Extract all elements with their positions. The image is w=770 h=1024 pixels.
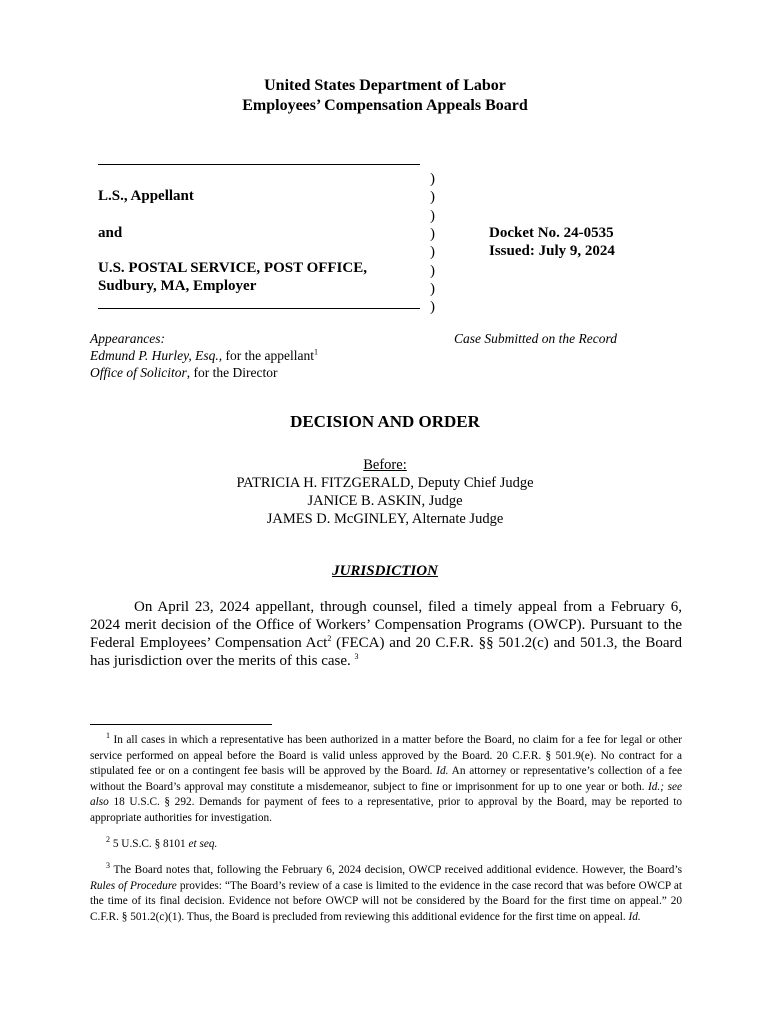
footnote-ref-1: 1 (313, 347, 318, 357)
appearances-heading: Appearances: (90, 331, 165, 346)
judge-3: JAMES D. McGINLEY, Alternate Judge (266, 511, 504, 527)
footnote-3-number: 3 (106, 861, 110, 871)
solicitor-line (90, 364, 277, 382)
issued-date: Issued: July 9, 2024 (489, 243, 615, 259)
jurisdiction-heading: JURISDICTION (332, 563, 438, 579)
footnote-1-id: Id. (436, 765, 449, 777)
caption-paren: ) (430, 244, 435, 261)
caption-paren: ) (430, 189, 435, 206)
decision-title: DECISION AND ORDER (290, 412, 480, 431)
footnote-3 (90, 863, 682, 925)
jurisdiction-text-a: On April 23, 2024 appellant, through counsel, filed a timely appeal from a February 6, 2024 merit decision of the Office of Workers’ Compensation Programs (OWCP). Pursuant to the Federal Employees’ Compensation Act (90, 599, 682, 651)
agency-title: United States Department of Labor (264, 77, 506, 94)
footnote-1-text: In all cases in which a representative has been authorized in a matter before the Board, no claim for a fee for legal or other service performed on appeal before the Board is valid unless approved by the Board. 20 C.F.R. § 501.9(e). No contract for a stipulated fee or on a contingent fee basis will be approved by the Board. (90, 734, 682, 777)
before-label: Before: (363, 457, 407, 473)
footnote-3-text-a: The Board notes that, following the February 6, 2024 decision, OWCP received additional evidence. However, the Board’s (113, 864, 682, 876)
caption-bottom-rule (98, 308, 420, 309)
footnote-3-id: Id. (628, 910, 641, 923)
appellant-counsel (90, 347, 318, 365)
caption-paren: ) (430, 225, 435, 242)
judge-2: JANICE B. ASKIN, Judge (307, 493, 463, 509)
footnote-2 (90, 837, 682, 853)
docket-number: Docket No. 24-0535 (489, 225, 614, 241)
jurisdiction-paragraph (90, 598, 682, 670)
footnote-3-rules: Rules of Procedure (90, 879, 177, 892)
footnote-ref-3: 3 (354, 652, 359, 661)
footnote-1-id2: Id.; see also (90, 780, 682, 808)
caption-and: and (98, 225, 123, 241)
appellant-counsel-role: for the appellant (222, 348, 314, 363)
footnote-1 (90, 733, 682, 826)
board-title: Employees’ Compensation Appeals Board (242, 97, 528, 114)
caption-paren: ) (430, 262, 435, 279)
before-block (0, 456, 770, 528)
solicitor-role: , for the Director (186, 365, 278, 380)
appellant-name: L.S., Appellant (98, 188, 194, 204)
footnote-3-text-b: provides: “The Board’s review of a case is limited to the evidence in the case record that was before OWCP at the time of its final decision. Evidence not before OWCP will not be considered by the Board for the first time on appeal.” 20 C.F.R. § 501.2(c)(1). Thus, the Board is precluded from reviewing this additional evidence for the first time on appeal. (90, 879, 682, 923)
footnote-1-text2: An attorney or representative’s collection of a fee without the Board’s approval may constitute a misdemeanor, subject to fine or imprisonment for up to one year or both. (90, 765, 682, 793)
caption-paren: ) (430, 299, 435, 316)
employer-line-1: U.S. POSTAL SERVICE, POST OFFICE, (98, 260, 367, 276)
footnote-separator (90, 724, 272, 725)
jurisdiction-text-b: (FECA) and 20 C.F.R. §§ 501.2(c) and 501.3, the Board has jurisdiction over the merits of this case. (90, 635, 682, 669)
caption-paren: ) (430, 207, 435, 224)
solicitor-name: Office of Solicitor (90, 365, 187, 380)
footnote-2-text: 5 U.S.C. § 8101 (112, 838, 186, 850)
footnote-2-et-seq: et seq. (188, 838, 218, 850)
appellant-counsel-name: Edmund P. Hurley, Esq., (90, 348, 223, 363)
judge-1: PATRICIA H. FITZGERALD, Deputy Chief Judge (236, 475, 534, 491)
footnote-1-number: 1 (106, 731, 110, 741)
footnote-1-text3: 18 U.S.C. § 292. Demands for payment of fees to a representative, prior to approval by the Board, may be reported to appropriate authorities for investigation. (90, 796, 682, 824)
submission-note: Case Submitted on the Record (454, 331, 617, 346)
caption-top-rule (98, 164, 420, 165)
footnote-2-number: 2 (106, 835, 110, 845)
footnote-ref-2: 2 (327, 634, 332, 643)
employer-line-2: Sudbury, MA, Employer (98, 278, 257, 294)
caption-paren: ) (430, 280, 435, 297)
caption-paren: ) (430, 171, 435, 187)
